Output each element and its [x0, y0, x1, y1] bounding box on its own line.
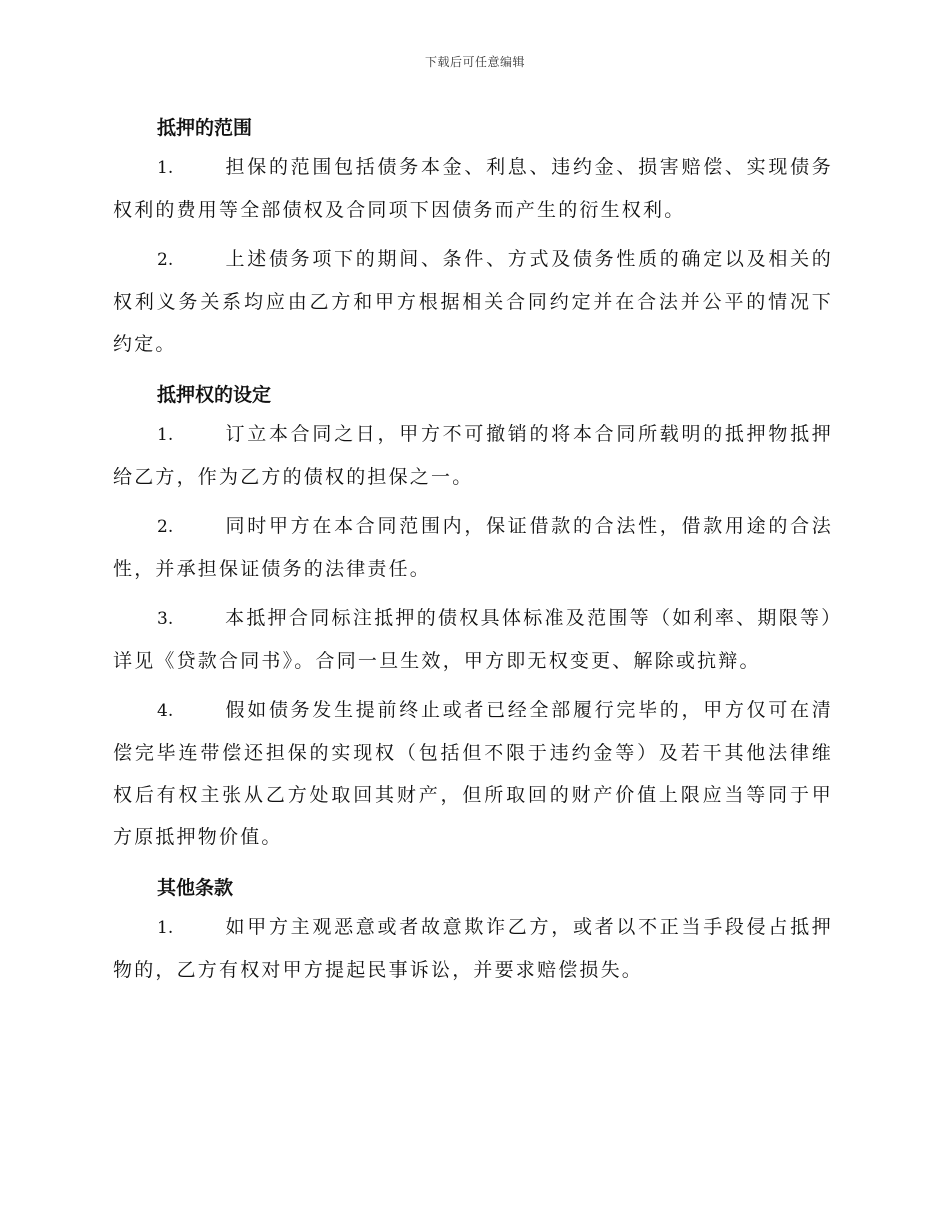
- clause-number: 1.: [157, 918, 174, 938]
- clause-number: 1.: [157, 425, 174, 445]
- clause-number: 2.: [157, 250, 174, 270]
- clause-text: 同时甲方在本合同范围内，保证借款的合法性，借款用途的合法性，并承担保证债务的法律责任。: [113, 515, 833, 580]
- clause-paragraph: [113, 689, 833, 858]
- clause-number: 3.: [157, 609, 174, 629]
- clause-paragraph: [113, 413, 833, 498]
- clause-text: 如甲方主观恶意或者故意欺诈乙方，或者以不正当手段侵占抵押物的，乙方有权对甲方提起民事诉讼，并要求赔偿损失。: [113, 916, 833, 981]
- clause-text: 担保的范围包括债务本金、利息、违约金、损害赔偿、实现债务权利的费用等全部债权及合同项下因债务而产生的衍生权利。: [113, 156, 833, 221]
- clause-number: 4.: [157, 701, 174, 721]
- section-title-other-terms: 其他条款: [157, 877, 234, 899]
- clause-number: 1.: [157, 158, 174, 178]
- clause-paragraph: [113, 238, 833, 365]
- clause-paragraph: [113, 505, 833, 590]
- document-body: [113, 110, 833, 998]
- clause-text: 本抵押合同标注抵押的债权具体标准及范围等（如利率、期限等）详见《贷款合同书》。合同一旦生效，甲方即无权变更、解除或抗辩。: [113, 607, 833, 672]
- clause-text: 订立本合同之日，甲方不可撤销的将本合同所载明的抵押物抵押给乙方，作为乙方的债权的担保之一。: [113, 423, 833, 488]
- clause-text: 假如债务发生提前终止或者已经全部履行完毕的，甲方仅可在清偿完毕连带偿还担保的实现权（包括但不限于违约金等）及若干其他法律维权后有权主张从乙方处取回其财产，但所取回的财产价值上限应当等同于甲方原抵押物价值。: [113, 699, 833, 848]
- page-header: 下载后可任意编辑: [424, 55, 525, 69]
- clause-paragraph: [113, 146, 833, 231]
- section-title-mortgage-scope: 抵押的范围: [157, 117, 253, 139]
- clause-paragraph: [113, 597, 833, 682]
- clause-text: 上述债务项下的期间、条件、方式及债务性质的确定以及相关的权利义务关系均应由乙方和甲方根据相关合同约定并在合法并公平的情况下约定。: [113, 248, 833, 355]
- section-title-mortgage-establishment: 抵押权的设定: [157, 384, 272, 406]
- clause-number: 2.: [157, 517, 174, 537]
- clause-paragraph: [113, 906, 833, 991]
